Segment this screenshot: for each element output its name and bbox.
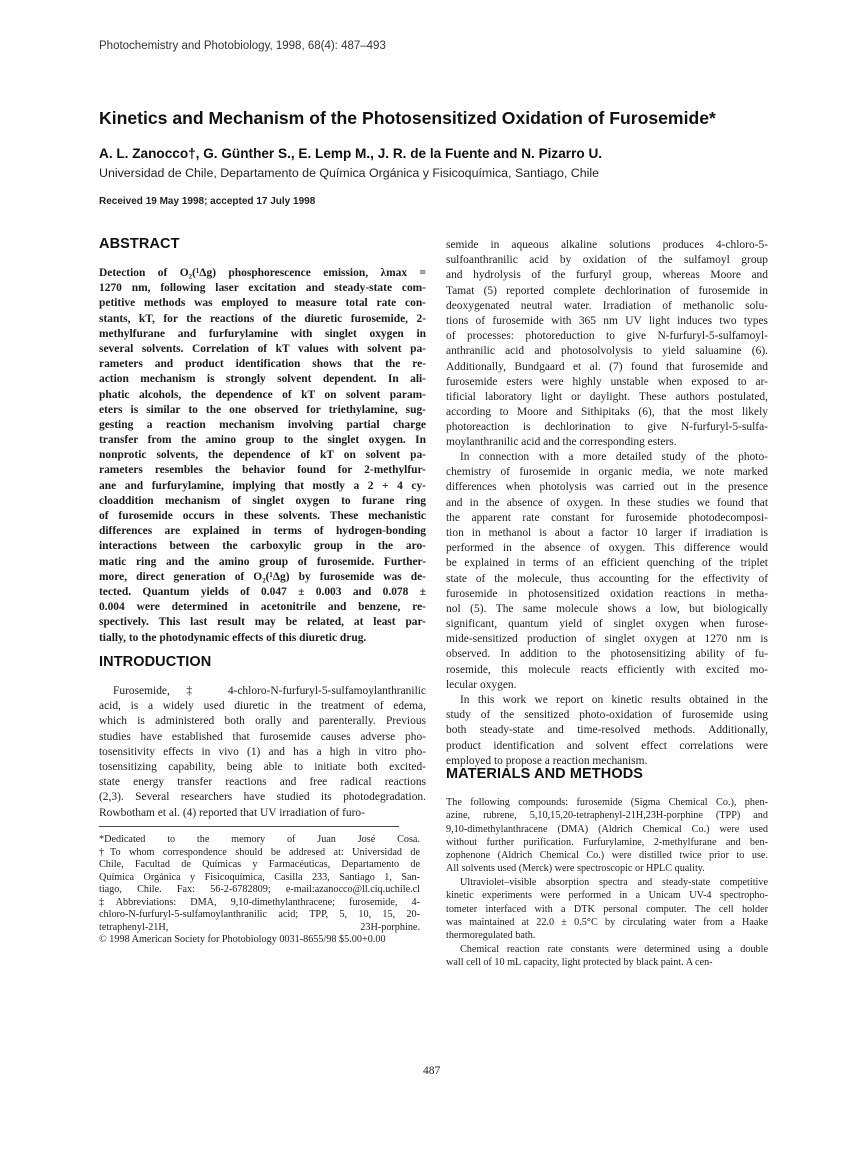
text-line: chemistry of furosemide in organic media, we note marked <box>446 466 768 479</box>
text-line: Ultraviolet–visible absorption spectra and steady-state competitive <box>460 877 768 888</box>
text-line: rosemide, this molecule reacts efficiently with excited mo- <box>446 663 768 676</box>
text-line: 1270 nm, following laser excitation and steady-state com- <box>99 282 426 295</box>
footnote-rule <box>99 826 399 827</box>
text-line: Chile, Facultad de Químicas y Farmacéuticas, Departamento de <box>99 859 420 870</box>
text-line: and in the absence of oxygen. In these studies we found that <box>446 496 768 509</box>
right-paragraph-1 <box>446 238 768 451</box>
author-list: A. L. Zanocco†, G. Günther S., E. Lemp M., J. R. de la Fuente and N. Pizarro U. <box>99 146 603 161</box>
text-line: eters is similar to the one observed for triethylamine, sug- <box>99 403 426 416</box>
text-line: differences are explained in terms of hydrogen-bonding <box>99 525 426 538</box>
text-line: †To whom correspondence should be addresed at: Universidad de <box>99 846 420 858</box>
text-line: © 1998 American Society for Photobiology 0031-8655/98 $5.00+0.00 <box>99 934 386 945</box>
text-line: lecular oxygen. <box>446 678 517 691</box>
text-line: cloaddition mechanism of singlet oxygen to furane ring <box>99 494 426 507</box>
text-line: The following compounds: furosemide (Sigma Chemical Co.), phen- <box>446 797 768 808</box>
text-line: transfer from the amino group to the singlet oxygen. In <box>99 434 426 447</box>
text-line: interactions between the carboxylic group in the aro- <box>99 540 426 553</box>
text-line: nol (5). The same molecule shows a low, but biologically <box>446 602 768 615</box>
text-line: tosensitizing capability, being able to initiate both excited- <box>99 760 426 773</box>
footnotes <box>99 834 420 947</box>
affiliation: Universidad de Chile, Departamento de Química Orgánica y Fisicoquímica, Santiago, Chile <box>99 166 599 180</box>
text-line: 9,10-dimethylanthracene (DMA) (Aldrich Chemical Co.) were used <box>446 823 768 835</box>
text-line: significant, quantum yield of singlet oxygen when furose- <box>446 618 768 631</box>
text-line: several solvents. Correlation of kT values with solvent pa- <box>99 342 426 355</box>
text-line: photoreaction is dechlorination to give N-furfuryl-5-sulfa- <box>446 421 768 434</box>
text-line: tected. Quantum yields of 0.047 ± 0.003 and 0.078 ± <box>99 585 426 598</box>
text-line: differences when photolysis was carried out in the presence <box>446 481 768 494</box>
text-line: tion in methanol is about a factor 10 larger if irradiation is <box>446 526 768 539</box>
text-line: without further purification. Furfurylamine, 2-methylfurane and ben- <box>446 836 768 848</box>
text-line: (2,3). Several researchers have studied its photodegradation. <box>99 791 426 804</box>
text-line: chloro-N-furfuryl-5-sulfamoylanthranilic acid; TPP, 5, 10, 15, 20- <box>99 909 420 920</box>
received-date: Received 19 May 1998; accepted 17 July 1998 <box>99 196 316 207</box>
text-line: semide in aqueous alkaline solutions produces 4-chloro-5- <box>446 239 768 251</box>
text-line: state of the molecule, thus accounting for the effectivity of <box>446 572 768 585</box>
methods-heading: MATERIALS AND METHODS <box>446 766 644 782</box>
text-line: Rowbotham et al. (4) reported that UV irradiation of furo- <box>99 806 365 819</box>
text-line: furosemide in photosensitized oxidation reactions in metha- <box>446 587 768 600</box>
text-line: state energy transfer reactions and free radical reactions <box>99 776 426 789</box>
text-line: acid, is a widely used diuretic in the treatment of edema, <box>99 700 426 713</box>
text-line: Detection of O₂(¹Δg) phosphorescence emission, λmax = <box>99 267 426 279</box>
text-line: azine, rubrene, 5,10,15,20-tetraphenyl-21H,23H-porphine (TPP) and <box>446 810 768 822</box>
text-line: study of the sensitized photo-oxidation of furosemide using <box>446 709 768 722</box>
text-line: deoxygenated neutral water. Irradiation of methanolic solu- <box>446 299 768 312</box>
text-line: thermoregulated bath. <box>446 930 536 942</box>
text-line: Furosemide,‡ 4-chloro-N-furfuryl-5-sulfamoylanthranilic <box>113 685 426 697</box>
text-line: more, direct generation of O₂(¹Δg) by furosemide was de- <box>99 570 426 583</box>
text-line: Additionally, Bundgaard et al. (7) found that furosemide and <box>446 360 768 373</box>
text-line: which is administered both orally and parenterally. Previous <box>99 715 426 728</box>
text-line: tiago, Chile. Fax: 56-2-6782809; e-mail:azanocco@ll.ciq.uchile.cl <box>99 884 420 895</box>
text-line: both steady-state and time-resolved methods. Additionally, <box>446 724 768 737</box>
text-line: the apparent rate constant for furosemide photodecomposi- <box>446 511 768 524</box>
methods-paragraph-2 <box>446 876 768 942</box>
page-number: 487 <box>423 1065 441 1077</box>
text-line: moylanthranilic acid and the corresponding esters. <box>446 436 677 449</box>
text-line: tially, to the photodynamic effects of this diuretic drug. <box>99 631 367 644</box>
text-line: ‡Abbreviations: DMA, 9,10-dimethylanthracene; furosemide, 4- <box>99 896 420 908</box>
text-line: spectively. This last result may be related, at least par- <box>99 616 426 629</box>
text-line: studies have established that furosemide causes adverse pho- <box>99 730 426 743</box>
text-line: wall cell of 10 mL capacity, light protected by black paint. A cen- <box>446 957 713 969</box>
text-line: kinetic experiments were performed in a Unicam UV-4 spectropho- <box>446 890 768 902</box>
text-line: methylfurane and furfurylamine with singlet oxygen in <box>99 327 426 340</box>
text-line: stants, kT, for the reactions of the diuretic furosemide, 2- <box>99 312 426 325</box>
text-line: tometer interfaced with a DTK personal computer. The cell holder <box>446 903 768 915</box>
text-line: matic ring and the amino group of furosemide. Further- <box>99 555 426 568</box>
text-line: mide-sensitized production of singlet oxygen at 1270 nm is <box>446 633 768 646</box>
text-line: Química Orgánica y Fisicoquímica, Casilla 233, Santiago 1, San- <box>99 871 420 883</box>
abstract-text <box>99 266 426 646</box>
methods-paragraph-1 <box>446 796 768 876</box>
text-line: Tamat (5) reported complete dechlorination of furosemide in <box>446 284 768 297</box>
text-line: rameters resembles the behavior found for 2-methylfur- <box>99 464 426 477</box>
text-line: tificial laboratory light or daylight. These authors postulated, <box>446 390 768 403</box>
article-title: Kinetics and Mechanism of the Photosensitized Oxidation of Furosemide* <box>99 108 716 128</box>
text-line: employed to propose a reaction mechanism. <box>446 754 648 767</box>
text-line: anthranilic acid and photosolvolysis to yield saluamine (6). <box>446 345 768 358</box>
text-line: Chemical reaction rate constants were determined using a double <box>460 944 768 955</box>
text-line: action mechanism is strongly solvent dependent. In ali- <box>99 373 426 386</box>
text-line: and hydrolysis of the furfuryl group, whereas Moore and <box>446 269 768 282</box>
abstract-heading: ABSTRACT <box>99 236 180 252</box>
text-line: rameters and product identification shows that the re- <box>99 358 426 371</box>
text-line: of furosemide occurs in these solvents. These mechanistic <box>99 510 426 522</box>
text-line: according to Moore and Sithipitaks (6), that the most likely <box>446 406 768 419</box>
text-line: performed in the absence of oxygen. This difference would <box>446 542 768 555</box>
text-line: furosemide esters were highly unstable when exposed to ar- <box>446 375 768 388</box>
text-line: 0.004 were determined in acetonitrile and benzene, re- <box>99 601 426 614</box>
methods-paragraph-3 <box>446 943 768 970</box>
text-line: observed. In addition to the photosensitizing ability of fu- <box>446 648 768 661</box>
introduction-heading: INTRODUCTION <box>99 654 212 670</box>
text-line: In connection with a more detailed study of the photo- <box>460 451 768 463</box>
text-line: *Dedicated to the memory of Juan José Cosa. <box>99 834 420 845</box>
text-line: tetraphenyl-21H, 23H-porphine. <box>99 921 420 933</box>
running-head: Photochemistry and Photobiology, 1998, 68(4): 487–493 <box>99 40 386 52</box>
text-line: ane and furfurylamine, implying that mostly a 2 + 4 cy- <box>99 479 426 492</box>
text-line: phatic alcohols, the dependence of kT on solvent param- <box>99 388 426 401</box>
right-paragraph-2 <box>446 450 768 693</box>
text-line: All solvents used (Merck) were spectroscopic or HPLC quality. <box>446 863 705 875</box>
introduction-text <box>99 684 426 821</box>
text-line: tions of furosemide with 365 nm UV light induces two types <box>446 314 768 327</box>
text-line: sulfoanthranilic acid by oxidation of the sulfamoyl group <box>446 254 768 267</box>
text-line: nonprotic solvents, the dependence of kT on solvent pa- <box>99 449 426 462</box>
text-line: of processes: photoreduction to give N-furfuryl-5-sulfamoyl- <box>446 330 768 343</box>
text-line: zophenone (Aldrich Chemical Co.) were distilled twice prior to use. <box>446 850 768 862</box>
text-line: gesting a reaction mechanism involving partial charge <box>99 418 426 431</box>
text-line: was maintained at 22.0 ± 0.5°C by circulating water from a Haake <box>446 916 768 928</box>
right-paragraph-3 <box>446 693 768 769</box>
text-line: product identification and solvent effect correlations were <box>446 739 768 752</box>
text-line: be explained in terms of an efficient quenching of the triplet <box>446 557 768 570</box>
text-line: In this work we report on kinetic results obtained in the <box>460 694 768 706</box>
text-line: petitive methods was employed to measure total rate con- <box>99 297 426 310</box>
text-line: tosensitivity effects in vivo (1) and has a high in vitro pho- <box>99 745 426 758</box>
